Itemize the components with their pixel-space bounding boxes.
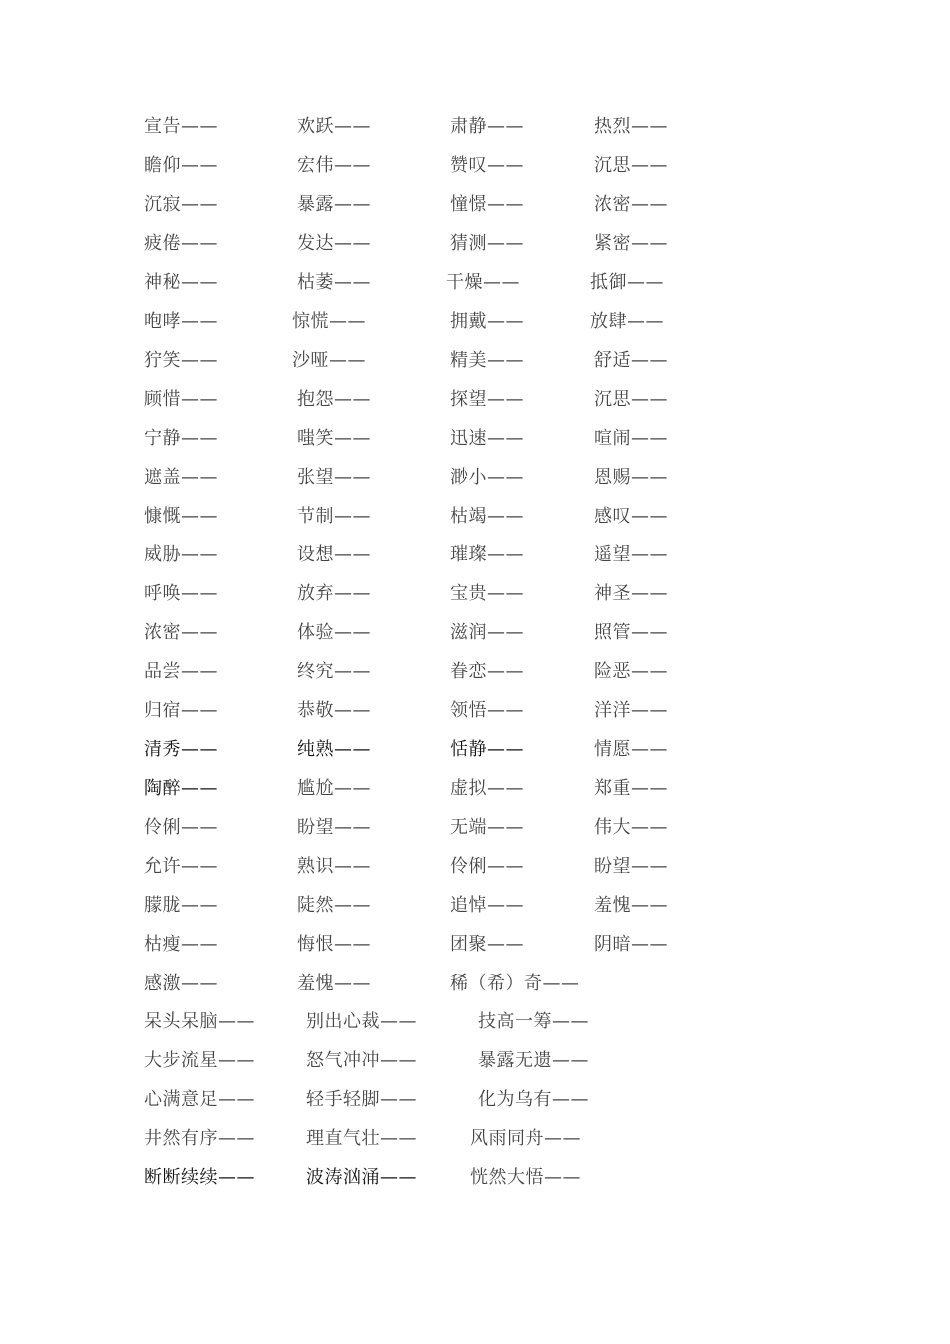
word-row-entry: 照管—— [594, 622, 668, 644]
word-row-entry: 郑重—— [594, 778, 668, 800]
idiom-row [0, 1085, 950, 1115]
word-row-entry: 惊慌—— [292, 310, 366, 332]
word-row-entry: 团聚—— [450, 933, 524, 955]
word-row-entry: 陶醉—— [144, 778, 218, 800]
word-row-entry: 险恶—— [594, 661, 668, 683]
word-row-entry: 神圣—— [594, 583, 668, 605]
word-row-entry: 宁静—— [144, 427, 218, 449]
word-row-entry: 枯竭—— [450, 505, 524, 527]
idiom-row-entry: 化为乌有—— [478, 1089, 589, 1110]
word-row [0, 229, 950, 259]
word-row-entry: 感激—— [144, 972, 218, 994]
idiom-row-entry: 轻手轻脚—— [306, 1089, 417, 1110]
word-row-entry: 羞愧—— [297, 972, 371, 994]
word-row-entry: 无端—— [450, 817, 524, 839]
word-row-entry: 舒适—— [594, 349, 668, 371]
word-row [0, 891, 950, 921]
idiom-row-entry: 暴露无遗—— [478, 1050, 589, 1071]
word-row-entry: 品尝—— [144, 661, 218, 683]
word-row [0, 852, 950, 882]
idiom-row [0, 1046, 950, 1076]
word-row-entry: 恩赐—— [594, 466, 668, 488]
idiom-row-entry: 恍然大悟—— [470, 1167, 581, 1188]
word-row-entry: 枯萎—— [297, 271, 371, 293]
word-row [0, 735, 950, 765]
word-row [0, 151, 950, 181]
word-row [0, 579, 950, 609]
word-row-entry: 喧闹—— [594, 427, 668, 449]
word-row [0, 385, 950, 415]
word-row-entry: 璀璨—— [450, 544, 524, 566]
word-row-entry: 紧密—— [594, 232, 668, 254]
word-row-entry: 陡然—— [297, 895, 371, 916]
word-row-entry: 伶俐—— [144, 817, 218, 839]
word-row-entry: 允许—— [144, 856, 218, 878]
word-row-entry: 神秘—— [144, 271, 218, 293]
word-row-entry: 尴尬—— [297, 778, 371, 800]
word-row-entry: 归宿—— [144, 700, 218, 722]
word-row [0, 346, 950, 376]
word-row-entry: 精美—— [450, 349, 524, 371]
word-row-entry: 清秀—— [144, 739, 218, 761]
word-row-entry: 憧憬—— [450, 193, 524, 215]
word-row [0, 813, 950, 843]
word-row-entry: 虚拟—— [450, 778, 524, 800]
word-row [0, 190, 950, 220]
word-row-entry: 洋洋—— [594, 700, 668, 722]
word-row-entry: 宏伟—— [297, 154, 371, 176]
word-row-entry: 热烈—— [594, 116, 668, 137]
word-row-entry: 遥望—— [594, 544, 668, 566]
word-row-entry: 拥戴—— [450, 310, 524, 332]
word-row [0, 774, 950, 804]
word-row-entry: 沉思—— [594, 154, 668, 176]
word-row-entry: 猜测—— [450, 232, 524, 254]
idiom-row [0, 1163, 950, 1193]
word-row-entry: 追悼—— [450, 895, 524, 916]
word-row-entry: 嗤笑—— [297, 427, 371, 449]
idiom-row-entry: 怒气冲冲—— [306, 1050, 417, 1071]
idiom-row [0, 1007, 950, 1037]
idiom-row-entry: 理直气壮—— [306, 1128, 417, 1149]
word-row-entry: 节制—— [297, 505, 371, 527]
word-row-entry: 威胁—— [144, 544, 218, 566]
word-row-entry: 沙哑—— [292, 349, 366, 371]
word-row-entry: 瞻仰—— [144, 154, 218, 176]
word-row-entry: 呼唤—— [144, 583, 218, 605]
word-row [0, 463, 950, 493]
word-row-entry: 终究—— [297, 661, 371, 683]
idiom-row-entry: 风雨同舟—— [470, 1128, 581, 1149]
word-row-entry: 干燥—— [446, 271, 520, 293]
idiom-row-entry: 技高一筹—— [478, 1011, 589, 1032]
word-row-entry: 恭敬—— [297, 700, 371, 722]
word-row-entry: 探望—— [450, 388, 524, 410]
word-row-entry: 羞愧—— [594, 895, 668, 916]
word-row-entry: 张望—— [297, 466, 371, 488]
word-row-entry: 眷恋—— [450, 661, 524, 683]
word-row-entry: 感叹—— [594, 505, 668, 527]
word-row [0, 969, 950, 999]
word-row-entry: 赞叹—— [450, 154, 524, 176]
word-row-entry: 狞笑—— [144, 349, 218, 371]
word-row-entry: 顾惜—— [144, 388, 218, 410]
word-row [0, 502, 950, 532]
word-row-entry: 慷慨—— [144, 505, 218, 527]
word-row-entry: 熟识—— [297, 856, 371, 878]
word-row-entry: 枯瘦—— [144, 933, 218, 955]
word-row-entry: 抵御—— [590, 271, 664, 293]
idiom-row-entry: 心满意足—— [144, 1089, 255, 1110]
word-row-entry: 疲倦—— [144, 232, 218, 254]
word-row [0, 307, 950, 337]
idiom-row-entry: 别出心裁—— [306, 1011, 417, 1032]
idiom-row-entry: 呆头呆脑—— [144, 1011, 255, 1032]
word-row [0, 268, 950, 298]
word-row [0, 112, 950, 142]
word-row-entry: 放弃—— [297, 583, 371, 605]
idiom-row-entry: 波涛汹涌—— [306, 1167, 417, 1188]
word-row-entry: 盼望—— [297, 817, 371, 839]
word-row-entry: 欢跃—— [297, 116, 371, 137]
word-row-entry: 体验—— [297, 622, 371, 644]
word-row-entry: 咆哮—— [144, 310, 218, 332]
word-row-entry: 肃静—— [450, 116, 524, 137]
word-row-entry: 放肆—— [590, 310, 664, 332]
idiom-row-entry: 断断续续—— [144, 1167, 255, 1188]
word-row-entry: 沉寂—— [144, 193, 218, 215]
idiom-row [0, 1124, 950, 1154]
word-row-entry: 沉思—— [594, 388, 668, 410]
word-row-entry: 朦胧—— [144, 895, 218, 916]
word-row [0, 540, 950, 570]
word-row-entry: 浓密—— [594, 193, 668, 215]
idiom-row-entry: 井然有序—— [144, 1128, 255, 1149]
word-row-entry: 领悟—— [450, 700, 524, 722]
word-row-entry: 伶俐—— [450, 856, 524, 878]
word-row-entry: 悔恨—— [297, 933, 371, 955]
idiom-row-entry: 大步流星—— [144, 1050, 255, 1071]
word-row-entry: 暴露—— [297, 193, 371, 215]
word-row-entry: 稀（希）奇—— [450, 972, 580, 994]
word-row-entry: 设想—— [297, 544, 371, 566]
word-row-entry: 抱怨—— [297, 388, 371, 410]
word-row-entry: 渺小—— [450, 466, 524, 488]
word-row-entry: 盼望—— [594, 856, 668, 878]
word-row-entry: 宝贵—— [450, 583, 524, 605]
word-row-entry: 恬静—— [450, 739, 524, 761]
word-row [0, 696, 950, 726]
word-row-entry: 发达—— [297, 232, 371, 254]
word-row-entry: 浓密—— [144, 622, 218, 644]
word-row [0, 657, 950, 687]
word-row-entry: 情愿—— [594, 739, 668, 761]
word-row-entry: 宣告—— [144, 116, 218, 137]
word-row-entry: 迅速—— [450, 427, 524, 449]
word-row-entry: 纯熟—— [297, 739, 371, 761]
word-row-entry: 遮盖—— [144, 466, 218, 488]
word-row-entry: 阴暗—— [594, 933, 668, 955]
word-row [0, 424, 950, 454]
word-row [0, 618, 950, 648]
word-row [0, 930, 950, 960]
word-row-entry: 滋润—— [450, 622, 524, 644]
word-row-entry: 伟大—— [594, 817, 668, 839]
